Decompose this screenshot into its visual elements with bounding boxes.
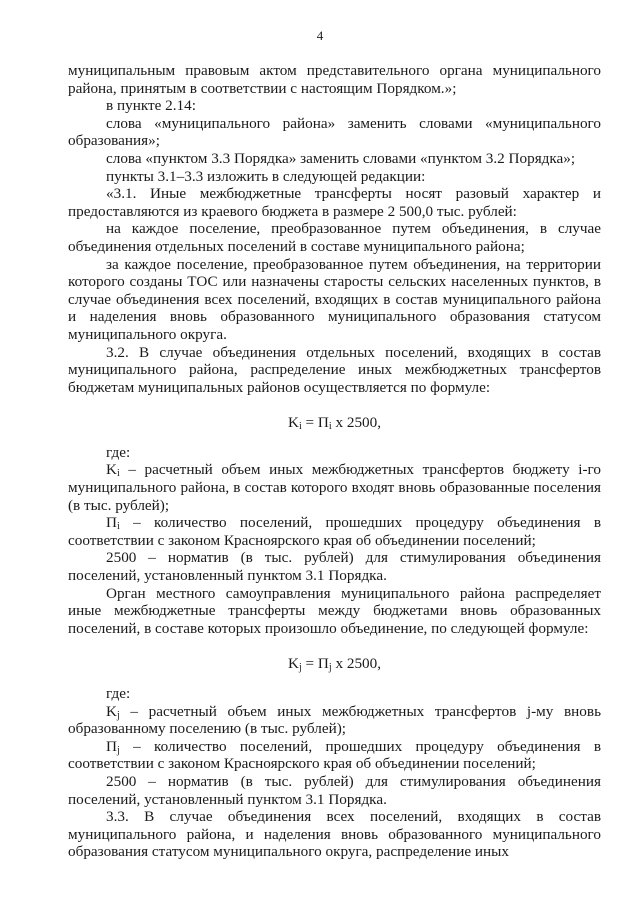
definition: 2500 – норматив (в тыс. рублей) для стимулирования объединения поселений, установленный пунктом 3.1 Порядка.	[68, 549, 601, 585]
formula-text: = П	[301, 414, 329, 432]
where-label: где:	[106, 685, 131, 702]
paragraph: Орган местного самоуправления муниципального района распределяет иные межбюджетные трансферты между бюджетами вновь образованных поселений, в составе которых произошло объединение, по следующей формуле:	[68, 584, 601, 637]
def-text: – количество поселений, прошедших процедуру объединения в соответствии с законом Красноярского края об объединении поселений;	[68, 737, 601, 773]
def-symbol: K	[106, 702, 117, 720]
def-symbol: П	[106, 737, 117, 755]
paragraph: пункты 3.1–3.3 изложить в следующей редакции:	[106, 167, 426, 185]
where-label: где:	[106, 443, 131, 461]
paragraph: на каждое поселение, преобразованное путем объединения, в случае объединения отдельных поселений в составе муниципального района;	[68, 220, 601, 255]
def-subscript: j	[116, 709, 120, 721]
definition	[68, 738, 601, 773]
def-subscript: i	[116, 468, 120, 480]
paragraph: слова «муниципального района» заменить словами «муниципального образования»;	[68, 114, 601, 150]
def-subscript: j	[116, 744, 120, 756]
paragraph: 3.2. В случае объединения отдельных поселений, входящих в состав муниципального района, распределение иных межбюджетных трансфертов бюджетам муниципальных районов осуществляется по формуле:	[68, 343, 601, 396]
formula-subscript: i	[298, 421, 302, 433]
formula-symbol: K	[287, 414, 299, 432]
paragraph: в пункте 2.14:	[106, 97, 196, 115]
def-text: – расчетный объем иных межбюджетных трансфертов бюджету i-го муниципального района, в состав которого входят вновь образованные поселения (в тыс. рублей);	[68, 461, 601, 514]
formula-text: х 2500,	[331, 655, 382, 673]
formula-ki	[68, 414, 601, 432]
formula-text: х 2500,	[331, 414, 382, 432]
def-symbol: K	[106, 461, 117, 479]
paragraph: за каждое поселение, преобразованное путем объединения, на территории которого созданы ТОС или назначены старосты сельских населенных пунктов, в случае объединения всех поселений, входящих в состав муниципального района и наделения вновь образованного муниципального образования статусом муниципального округа.	[68, 255, 601, 343]
paragraph: слова «пунктом 3.3 Порядка» заменить словами «пунктом 3.2 Порядка»;	[106, 149, 576, 167]
def-symbol: П	[106, 514, 117, 532]
formula-text: = П	[301, 655, 329, 673]
def-subscript: i	[116, 521, 120, 533]
page-number: 4	[316, 28, 324, 43]
def-text: – количество поселений, прошедших процедуру объединения в соответствии с законом Красноярского края об объединении поселений;	[68, 514, 601, 549]
definition: 2500 – норматив (в тыс. рублей) для стимулирования объединения поселений, установленный пунктом 3.1 Порядка.	[68, 772, 601, 808]
definition	[68, 703, 601, 738]
document-body	[68, 62, 601, 861]
paragraph: 3.3. В случае объединения всех поселений, входящих в состав муниципального района, и наделения вновь образованного муниципального образования статусом муниципального округа, распределение иных	[68, 808, 601, 861]
formula-kj	[68, 655, 601, 673]
definition	[68, 514, 601, 549]
formula-subscript: j	[298, 662, 302, 674]
definition	[68, 461, 601, 514]
formula-subscript: i	[328, 421, 332, 433]
formula-symbol: K	[287, 655, 299, 673]
formula-subscript: j	[328, 662, 332, 674]
def-text: – расчетный объем иных межбюджетных трансфертов j-му вновь образованному поселению (в тыс. рублей);	[68, 702, 601, 738]
paragraph: муниципальным правовым актом представительного органа муниципального района, принятым в соответствии с настоящим Порядком.»;	[68, 62, 601, 97]
paragraph: «3.1. Иные межбюджетные трансферты носят разовый характер и предоставляются из краевого бюджета в размере 2 500,0 тыс. рублей:	[68, 185, 601, 220]
